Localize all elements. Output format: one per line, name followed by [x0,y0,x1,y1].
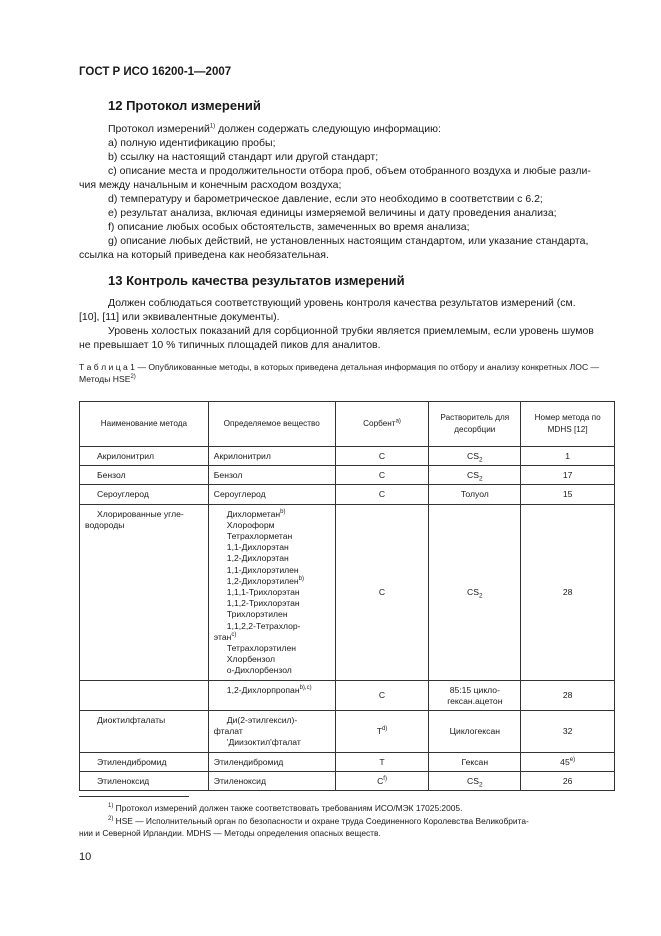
table-row-phthalates [80,711,615,753]
substance-item: Хлороформ [226,519,275,530]
intro-text-end: должен содержать следующую информацию: [215,123,441,135]
cell-sorbent: C [335,680,429,710]
list-item-g: g) описание любых действий, не установленных настоящим стандартом, или указание стандарта, [108,235,589,247]
cell-number: 26 [521,771,615,790]
substance-item: 1,1-Дихлорэтилен [226,564,299,575]
col-header-method: Наименование метода [80,402,209,447]
method-line: водороды [85,519,125,530]
footnote-2-marker: 2) [108,816,114,823]
table-row-dichloropropane [80,680,615,710]
cell-sorbent: C [335,466,429,485]
substance-text: Дихлорметан [226,508,281,519]
table-caption [79,361,614,385]
substance-text: 1,2-Дихлорпропан [226,684,300,695]
solvent-text: CS [467,587,479,598]
footnote-1-marker: 1) [108,803,114,810]
substance-ref: b),c) [299,684,312,691]
cell-sorbent: T [335,752,429,771]
list-item-a: a) полную идентификацию пробы; [108,137,276,149]
cell-substance: Акрилонитрил [208,447,335,466]
substance-ref: c) [231,631,237,638]
cell-method-empty [80,680,209,710]
substance-item: 1,1,1-Трихлорэтан [226,587,300,598]
cell-solvent [429,504,521,680]
methods-table [79,401,615,791]
solvent-subscript: 2 [478,456,483,464]
footnote-2 [79,815,615,828]
substance-item: 1,2-Дихлорэтан [226,553,289,564]
footnote-1 [79,802,615,815]
solvent-text: CS [467,451,479,461]
number-text: 45 [560,756,570,767]
table-row [80,752,615,771]
solvent-subscript: 2 [478,592,483,600]
substance-line: Ди(2-этилгексил)- [226,715,298,726]
substance-ref: b) [280,508,286,515]
cell-method: Диоктилфталаты [80,711,209,753]
substance-line: 'Диизоктил'фталат [226,737,301,748]
cell-sorbent: C [335,504,429,680]
cell-number: 28 [521,680,615,710]
method-line: Хлорированные угле- [97,508,184,519]
s13-paragraph-2-cont: не превышает 10 % типичных площадей пиков для аналитов. [79,339,381,351]
cell-number: 15 [521,485,615,504]
cell-number [521,752,615,771]
solvent-text: CS [467,470,479,481]
substance-item: Трихлорэтилен [226,609,288,620]
col-header-solvent: Растворитель для десорбции [429,402,521,447]
cell-substance: Сероуглерод [208,485,335,504]
col-header-substance: Определяемое вещество [208,402,335,447]
substance-item [227,509,330,520]
list-item-b: b) ссылку на настоящий стандарт или другой стандарт; [108,151,379,163]
cell-sorbent: C [335,485,429,504]
cell-method: Сероуглерод [80,485,209,504]
solvent-line: 85:15 цикло- [449,684,500,695]
table-row [80,771,615,790]
substance-item: о-Дихлорбензол [226,665,292,676]
substance-line: фталат [213,726,243,737]
list-item-c-cont: чия между начальным и конечным расходом воздуха; [79,179,342,191]
sorbent-ref: f) [383,776,387,783]
solvent-text: CS [467,775,479,786]
footnote-2-text: HSE — Исполнительный орган по безопасности и охране труда Соединенного Королевства Великобрита- [113,816,529,826]
substance-item: 1,1-Дихлорэтан [226,542,289,553]
caption-label: Т а б л и ц а 1 [79,362,135,372]
section-12-intro [108,123,441,137]
section-12-title: 12 Протокол измерений [108,98,261,113]
substance-text: 1,2-Дихлорэтилен [226,575,299,586]
cell-substance: Этилендибромид [208,752,335,771]
cell-substance: Этиленоксид [208,771,335,790]
cell-substance [208,680,335,710]
intro-footnote-ref: 1) [209,123,216,130]
list-item-g-cont: ссылка на который приведена как необязательная. [79,249,329,261]
s13-paragraph-1-cont: [10], [11] или эквивалентные документы). [79,311,280,323]
cell-sorbent: C [335,447,429,466]
list-item-e: e) результат анализа, включая единицы измеряемой величины и дату проведения анализа; [108,207,557,219]
cell-solvent [429,466,521,485]
table-row [80,466,615,485]
cell-number: 32 [521,711,615,753]
cell-method: Этиленоксид [80,771,209,790]
number-ref: e) [569,756,576,763]
substance-item [227,576,330,587]
footnote-separator [79,796,189,797]
cell-solvent [429,771,521,790]
col-header-sorbent [335,402,429,447]
section-13-title: 13 Контроль качества результатов измерений [108,273,405,288]
list-item-f: f) описание любых особых обстоятельств, замеченных во время анализа; [108,221,470,233]
cell-solvent [429,447,521,466]
cell-method: Акрилонитрил [80,447,209,466]
solvent-subscript: 2 [478,781,483,789]
s13-paragraph-2: Уровень холостых показаний для сорбционной трубки является приемлемым, если уровень шумов [108,325,594,337]
document-header: ГОСТ Р ИСО 16200-1—2007 [79,66,232,78]
caption-footnote-ref: 2) [130,374,136,381]
sorbent-header-text: Сорбент [363,419,396,428]
cell-sorbent [335,711,429,753]
cell-number: 1 [521,447,615,466]
substance-item [214,632,330,643]
substance-text: этан [213,631,232,642]
col-header-number: Номер метода по MDHS [12] [521,402,615,447]
list-item-c: c) описание места и продолжительности отбора проб, объем отобранного воздуха и любые разли- [108,165,591,177]
footnote-1-text: Протокол измерений должен также соответствовать требованиям ИСО/МЭК 17025:2005. [113,803,463,813]
cell-method: Этилендибромид [80,752,209,771]
cell-method: Бензол [80,466,209,485]
substance-item: Тетрахлорэтилен [226,643,296,654]
s13-paragraph-1: Должен соблюдаться соответствующий уровень контроля качества результатов измерений (см. [108,297,576,309]
substance-item: Хлорбензол [226,654,275,665]
sorbent-header-ref: a) [395,418,401,425]
cell-substance-list [208,504,335,680]
cell-number: 28 [521,504,615,680]
substance-ref: b) [298,575,305,582]
solvent-subscript: 2 [478,475,483,483]
cell-substance [208,711,335,753]
sorbent-text: C [377,775,384,786]
substance-item: 1,1,2,2-Тетрахлор- [226,620,301,631]
table-header-row [80,402,615,447]
table-row [80,447,615,466]
list-item-d: d) температуру и барометрическое давление, если это необходимо в соответствии с 6.2; [108,193,543,205]
cell-solvent: Циклогексан [429,711,521,753]
page-number: 10 [79,851,92,863]
solvent-line: гексан.ацетон [447,695,503,706]
cell-number: 17 [521,466,615,485]
table-row-chlorinated [80,504,615,680]
cell-solvent [429,680,521,710]
substance-item: Тетрахлорметан [226,531,293,542]
caption-text: — Опубликованные методы, в которых приведена детальная информация по отбору и анализу конкретных ЛОС — Методы HSE [79,362,600,384]
cell-solvent: Толуол [429,485,521,504]
cell-sorbent [335,771,429,790]
sorbent-ref: d) [381,726,388,733]
intro-text: Протокол измерений [108,123,210,135]
cell-substance: Бензол [208,466,335,485]
sorbent-text: T [376,726,382,737]
cell-method [80,504,209,680]
substance-item: 1,1,2-Трихлорэтан [226,598,300,609]
cell-solvent: Гексан [429,752,521,771]
footnote-2-cont: нии и Северной Ирландии. MDHS — Методы определения опасных веществ. [79,828,381,838]
table-row [80,485,615,504]
